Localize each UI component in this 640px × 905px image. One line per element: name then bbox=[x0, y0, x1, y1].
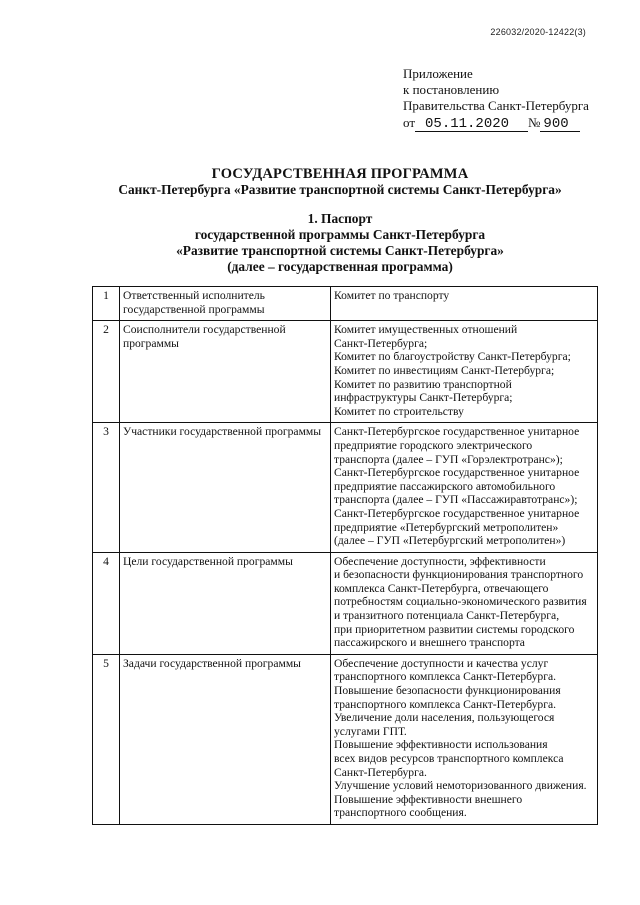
program-title-main: ГОСУДАРСТВЕННАЯ ПРОГРАММА bbox=[211, 166, 469, 182]
passport-heading bbox=[60, 211, 620, 275]
row-value-line: предприятие пассажирского автомобильного bbox=[334, 479, 556, 493]
row-key: Соисполнители государственной программы bbox=[120, 321, 331, 423]
row-value-line: комплекса Санкт-Петербурга, отвечающего bbox=[334, 581, 549, 595]
passport-line-1: государственной программы Санкт-Петербурга bbox=[194, 227, 486, 242]
passport-table bbox=[92, 286, 598, 825]
row-number: 1 bbox=[93, 287, 120, 321]
row-value-line: Комитет по развитию транспортной bbox=[334, 377, 512, 391]
row-value-line: транспортного комплекса Санкт-Петербурга. bbox=[334, 697, 557, 711]
program-title bbox=[60, 166, 620, 198]
row-value-line: транспорта (далее – ГУП «Пассажиравтотранс»); bbox=[334, 493, 578, 507]
row-value-line: потребностям социально-экономического развития bbox=[334, 595, 587, 609]
number-prefix: № bbox=[528, 115, 541, 130]
passport-title: 1. Паспорт bbox=[307, 211, 373, 226]
row-value bbox=[331, 552, 598, 654]
row-value bbox=[331, 423, 598, 552]
row-value-line: Комитет по благоустройству Санкт-Петербурга; bbox=[334, 350, 571, 364]
row-number: 4 bbox=[93, 552, 120, 654]
appendix-date-line bbox=[403, 115, 603, 132]
row-value-line: транспорта (далее – ГУП «Горэлектротранс»); bbox=[334, 452, 563, 466]
table-row bbox=[93, 321, 598, 423]
row-value-line: и безопасности функционирования транспортного bbox=[334, 568, 584, 582]
row-value-line: транспортного комплекса Санкт-Петербурга. bbox=[334, 670, 557, 684]
document-id: 226032/2020-12422(3) bbox=[490, 27, 586, 37]
row-value-line: Санкт-Петербургское государственное унитарное bbox=[334, 506, 580, 520]
row-value-line: Повышение безопасности функционирования bbox=[334, 684, 561, 698]
row-number: 5 bbox=[93, 654, 120, 824]
row-value-line: Санкт-Петербургское государственное унитарное bbox=[334, 466, 580, 480]
row-value-line: услугами ГПТ. bbox=[334, 724, 407, 738]
row-number: 2 bbox=[93, 321, 120, 423]
table-row bbox=[93, 654, 598, 824]
program-title-sub: Санкт-Петербурга «Развитие транспортной системы Санкт-Петербурга» bbox=[118, 182, 562, 197]
row-value-line: (далее – ГУП «Петербургский метрополитен») bbox=[334, 534, 566, 548]
resolution-date: 05.11.2020 bbox=[415, 117, 528, 132]
row-value-line: Комитет по транспорту bbox=[334, 289, 450, 302]
row-value bbox=[331, 287, 598, 321]
row-value-line: транспортного сообщения. bbox=[334, 806, 467, 820]
row-value-line: Обеспечение доступности, эффективности bbox=[334, 554, 546, 568]
appendix-block bbox=[403, 66, 603, 132]
row-value-line: предприятие городского электрического bbox=[334, 438, 533, 452]
row-key: Цели государственной программы bbox=[120, 552, 331, 654]
row-value-line: Повышение эффективности внешнего bbox=[334, 792, 523, 806]
row-value-line: и транзитного потенциала Санкт-Петербурга, bbox=[334, 609, 560, 623]
row-key: Задачи государственной программы bbox=[120, 654, 331, 824]
table-row bbox=[93, 287, 598, 321]
row-value-line: Комитет имущественных отношений bbox=[334, 323, 518, 337]
row-value-line: всех видов ресурсов транспортного комплекса bbox=[334, 752, 564, 765]
appendix-line-2: к постановлению bbox=[403, 82, 500, 97]
row-value-line: инфраструктуры Санкт-Петербурга; bbox=[334, 391, 513, 405]
row-value-line: предприятие «Петербургский метрополитен» bbox=[334, 520, 559, 534]
row-value bbox=[331, 654, 598, 824]
date-prefix: от bbox=[403, 115, 416, 130]
row-value-line: Санкт-Петербурга; bbox=[334, 336, 428, 350]
table-row bbox=[93, 423, 598, 552]
passport-line-2: «Развитие транспортной системы Санкт-Петербурга» bbox=[176, 243, 504, 258]
row-key: Участники государственной программы bbox=[120, 423, 331, 552]
row-number: 3 bbox=[93, 423, 120, 552]
row-value-line: при приоритетном развитии системы городского bbox=[334, 622, 575, 636]
row-value-line: Увеличение доли населения, пользующегося bbox=[334, 711, 555, 725]
table-row bbox=[93, 552, 598, 654]
row-value-line: Обеспечение доступности и качества услуг bbox=[334, 656, 549, 670]
row-value-line: пассажирского и внешнего транспорта bbox=[334, 636, 525, 650]
row-value-line: Комитет по инвестициям Санкт-Петербурга; bbox=[334, 363, 555, 377]
passport-line-3: (далее – государственная программа) bbox=[227, 259, 453, 274]
row-value-line: Комитет по строительству bbox=[334, 404, 464, 418]
row-value-line: Улучшение условий немоторизованного движения. bbox=[334, 779, 587, 793]
row-value-line: Санкт-Петербурга. bbox=[334, 765, 427, 779]
row-value bbox=[331, 321, 598, 423]
row-key: Ответственный исполнитель государственной программы bbox=[120, 287, 331, 321]
row-value-line: Повышение эффективности использования bbox=[334, 738, 548, 752]
resolution-number: 900 bbox=[540, 117, 580, 132]
appendix-line-1: Приложение bbox=[403, 66, 473, 81]
row-value-line: Санкт-Петербургское государственное унитарное bbox=[334, 425, 580, 439]
appendix-line-3: Правительства Санкт-Петербурга bbox=[403, 98, 589, 113]
